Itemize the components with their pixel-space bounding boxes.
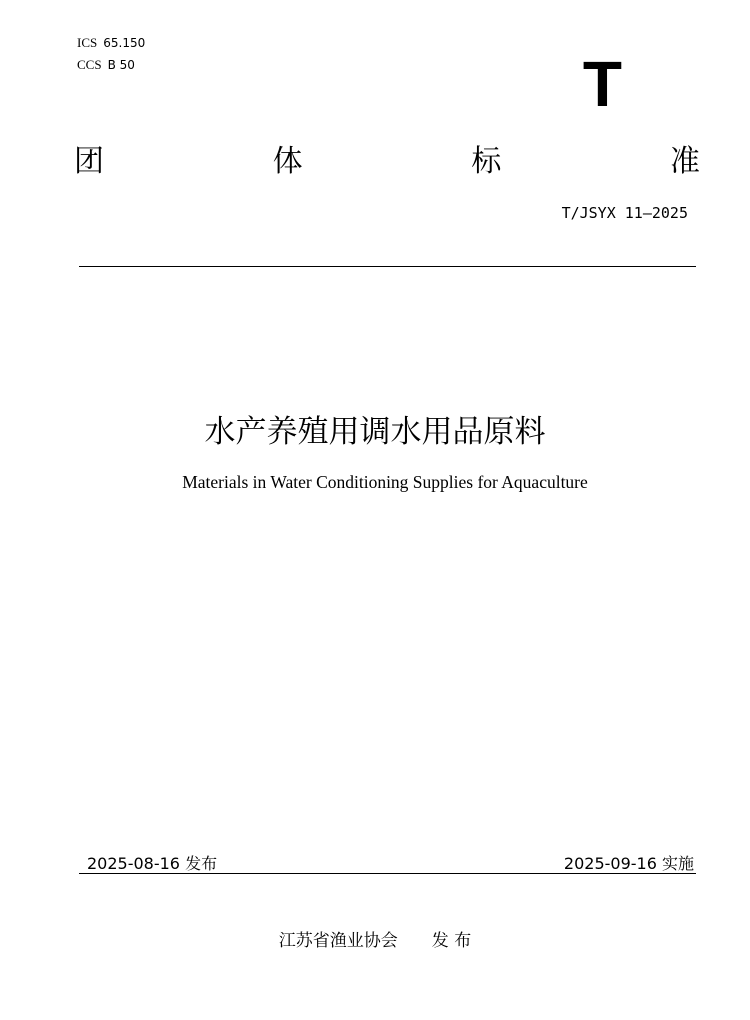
ccs-label: CCS xyxy=(77,57,102,72)
ccs-value: B 50 xyxy=(107,58,135,72)
classification-codes xyxy=(77,32,145,76)
category-letter: T xyxy=(582,48,622,120)
issuer-name: 江苏省渔业协会 xyxy=(278,931,398,951)
header-divider xyxy=(79,266,696,267)
ics-label: ICS xyxy=(77,35,98,50)
document-type xyxy=(74,142,700,182)
publish-date: 2025-08-16 发布 xyxy=(87,854,218,873)
title-chinese: 水产养殖用调水用品原料 xyxy=(204,414,546,450)
ics-code xyxy=(77,32,145,54)
standard-number: T/JSYX 11—2025 xyxy=(561,204,688,222)
doc-type-char: 准 xyxy=(669,144,700,179)
ccs-code xyxy=(77,54,145,76)
issuer-action: 发 布 xyxy=(431,931,472,951)
implement-date: 2025-09-16 实施 xyxy=(563,854,694,873)
title-english: Materials in Water Conditioning Supplies for Aquaculture xyxy=(182,472,588,492)
ics-value: 65.150 xyxy=(103,36,146,50)
issuer xyxy=(0,926,750,951)
footer-divider xyxy=(79,873,696,874)
doc-type-char: 体 xyxy=(272,144,303,179)
doc-type-char: 标 xyxy=(471,144,502,179)
doc-type-char: 团 xyxy=(74,144,104,179)
